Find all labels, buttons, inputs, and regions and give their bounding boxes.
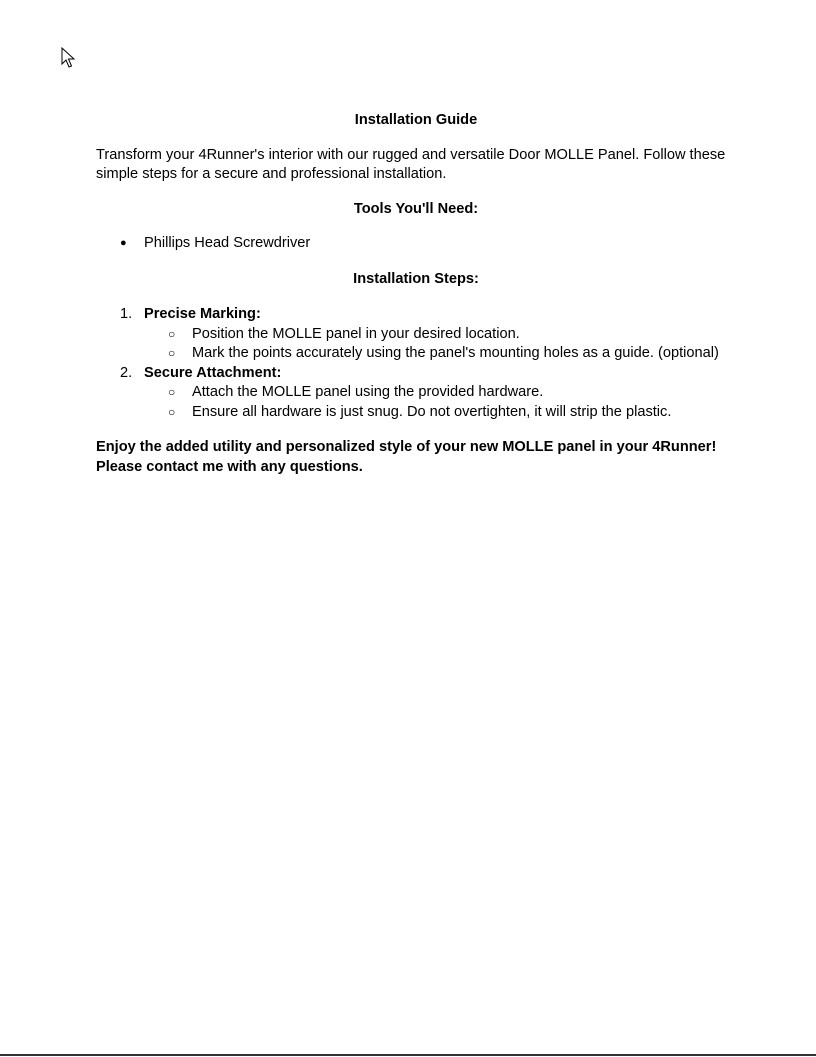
page-bottom-border	[0, 1054, 816, 1056]
tool-item	[96, 234, 736, 254]
substep-list	[144, 383, 736, 422]
step-item	[96, 364, 736, 423]
intro-paragraph: Transform your 4Runner's interior with our rugged and versatile Door MOLLE Panel. Follow these simple steps for a secure and professional installation.	[96, 146, 726, 182]
substep-item	[144, 403, 736, 423]
closing-paragraph: Enjoy the added utility and personalized style of your new MOLLE panel in your 4Runner! Please contact me with any questions.	[96, 439, 717, 475]
steps-heading: Installation Steps:	[353, 270, 479, 287]
circle-bullet-icon: ○	[168, 346, 176, 360]
substep-text: Mark the points accurately using the panel's mounting holes as a guide. (optional)	[192, 345, 719, 361]
substep-text: Attach the MOLLE panel using the provided hardware.	[192, 384, 544, 400]
mouse-pointer-icon	[61, 47, 75, 68]
tool-label: Phillips Head Screwdriver	[144, 235, 311, 251]
step-number: 1.	[120, 306, 133, 322]
document-title: Installation Guide	[354, 112, 478, 128]
tools-list	[96, 234, 736, 254]
bullet-icon: ●	[120, 237, 127, 249]
substep-item	[144, 344, 736, 364]
substep-item	[144, 325, 736, 345]
circle-bullet-icon: ○	[168, 404, 176, 419]
substep-item	[144, 383, 736, 403]
step-item	[96, 305, 736, 364]
substep-text: Position the MOLLE panel in your desired location.	[192, 325, 520, 342]
document-page	[96, 111, 736, 477]
circle-bullet-icon: ○	[168, 326, 176, 341]
step-title: Secure Attachment:	[144, 364, 282, 381]
substep-text: Ensure all hardware is just snug. Do not overtighten, it will strip the plastic.	[192, 403, 672, 420]
circle-bullet-icon: ○	[168, 385, 176, 399]
substep-list	[144, 325, 736, 364]
steps-list	[96, 305, 736, 422]
tools-heading: Tools You'll Need:	[353, 200, 479, 217]
step-number: 2.	[120, 364, 133, 381]
step-title: Precise Marking:	[144, 306, 261, 322]
